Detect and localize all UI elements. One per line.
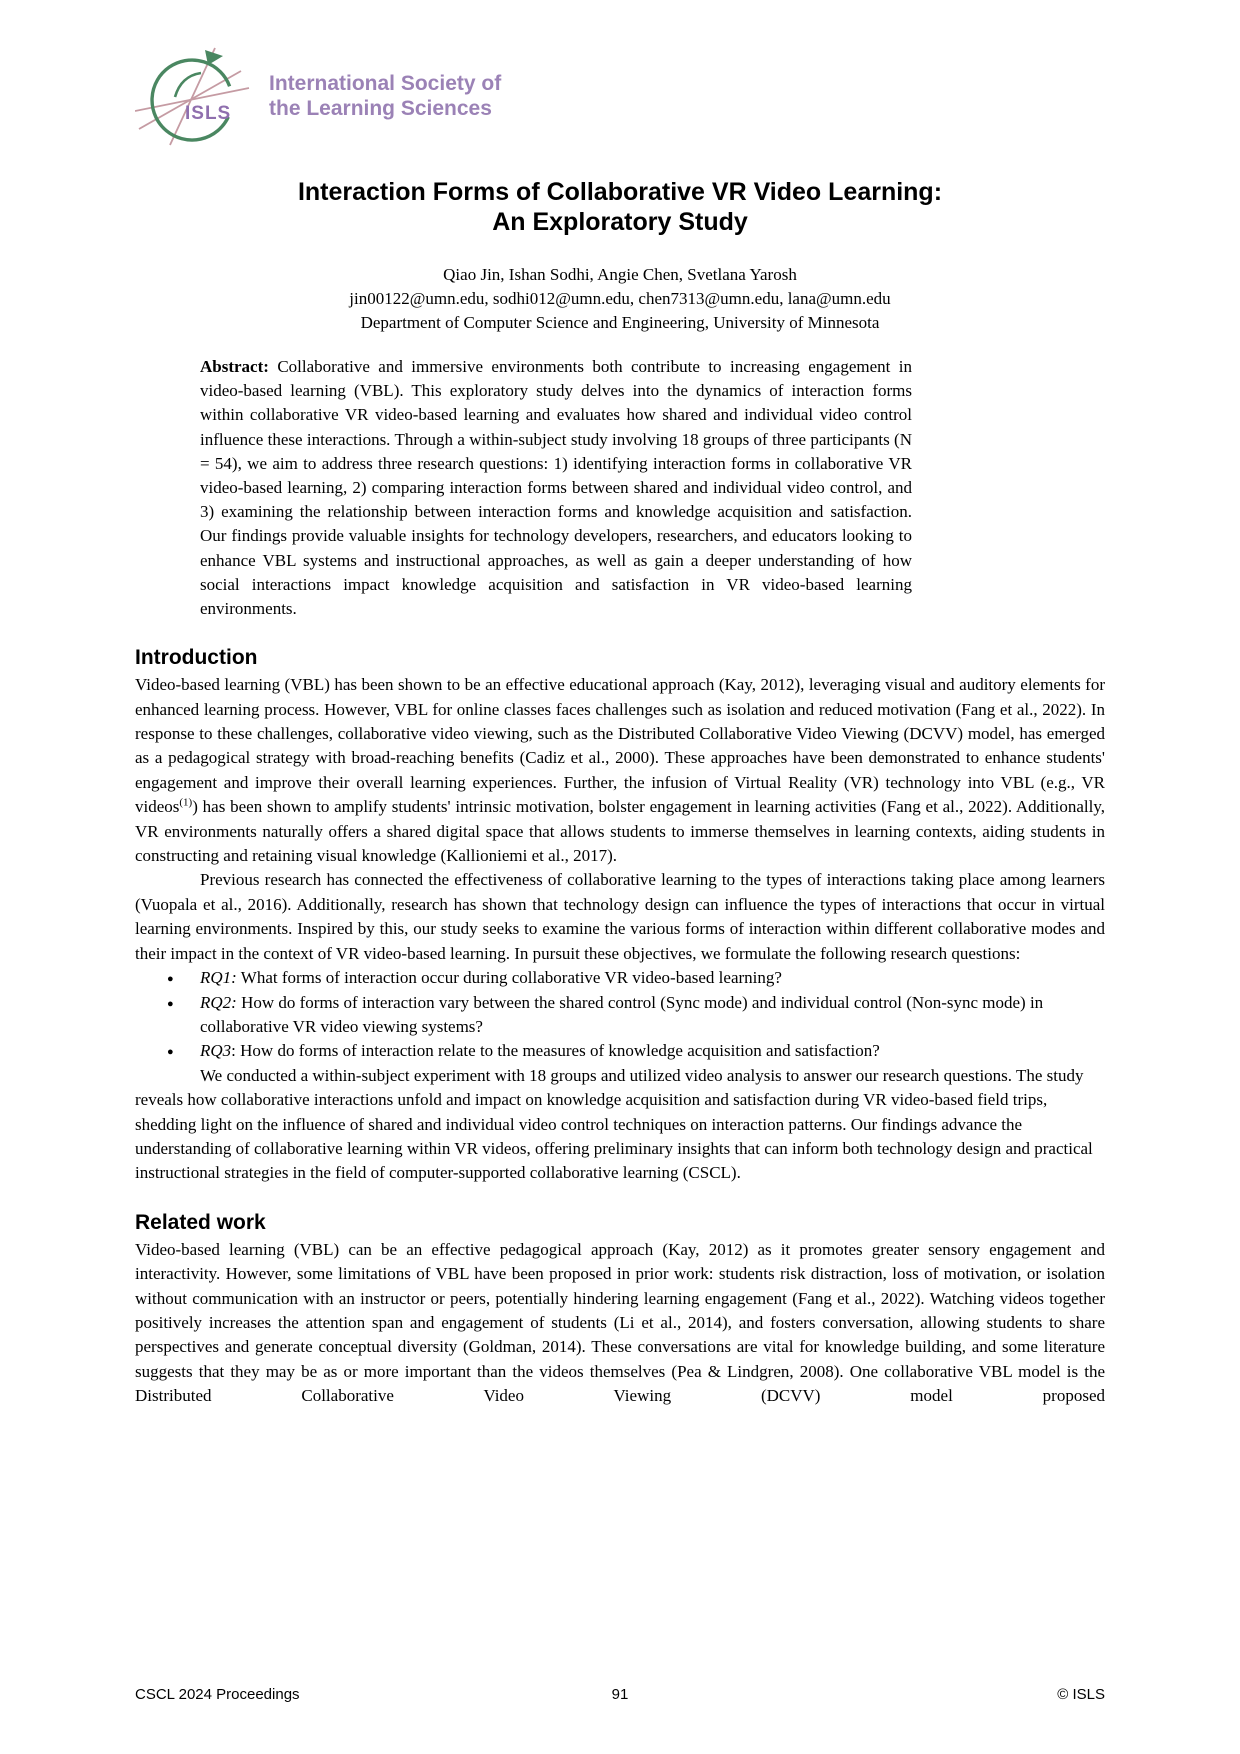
paper-title-line2: An Exploratory Study	[492, 208, 748, 236]
abstract-label: Abstract:	[200, 357, 269, 376]
research-question-item-2	[135, 991, 1105, 1040]
logo-wordmark-line2: the Learning Sciences	[269, 97, 492, 120]
related-work-paragraph-1: Video-based learning (VBL) can be an effective pedagogical approach (Kay, 2012) as it promotes greater sensory engagement and interactivity. However, some limitations of VBL have been proposed in prior work: students risk distraction, loss of motivation, or isolation without communication with an instructor or peers, potentially hindering learning engagement (Fang et al., 2022). Watching videos together positively increases the attention span and engagement of students (Li et al., 2014), and fosters conversation, allowing students to share perspectives and generate conceptual diversity (Goldman, 2014). These conversations are vital for knowledge building, and some literature suggests that they may be as or more important than the videos themselves (Pea & Lindgren, 2008). One collaborative VBL model is the Distributed Collaborative Video Viewing (DCVV) model proposed	[135, 1239, 1105, 1406]
paper-title-line1: Interaction Forms of Collaborative VR Video Learning:	[297, 178, 943, 206]
rq3-text: : How do forms of interaction relate to the measures of knowledge acquisition and satisfaction?	[231, 1041, 880, 1061]
research-question-item-3	[135, 1039, 1105, 1063]
authors-line: Qiao Jin, Ishan Sodhi, Angie Chen, Svetlana Yarosh	[443, 265, 797, 284]
isls-logo-icon	[135, 45, 255, 147]
rq2-text: How do forms of interaction vary between the shared control (Sync mode) and individual control (Non-sync mode) in collaborative VR video viewing systems?	[200, 992, 1044, 1036]
isls-logo-mark	[135, 45, 255, 147]
introduction-paragraph-1-text: Video-based learning (VBL) has been shown to be an effective educational approach (Kay, 2012), leveraging visual and auditory elements for enhanced learning process. However, VBL for online classes faces challenges such as isolation and reduced motivation (Fang et al., 2022). In response to these challenges, collaborative video viewing, such as the Distributed Collaborative Video Viewing (DCVV) model, has emerged as a pedagogical strategy with broad-reaching benefits (Cadiz et al., 2000). These approaches have been demonstrated to enhance students' engagement and improve their overall learning experiences. Further, the infusion of Virtual Reality (VR) technology into VBL (e.g., VR videos	[135, 675, 1105, 817]
paper-title	[135, 177, 1105, 237]
isls-logo-abbr: ISLS	[185, 103, 232, 124]
byline-block	[135, 263, 1105, 335]
footer-copyright: © ISLS	[1057, 1686, 1105, 1703]
introduction-paragraph-1-continued: ) has been shown to amplify students' intrinsic motivation, bolster engagement in learning activities (Fang et al., 2022). Additionally, VR environments naturally offers a shared digital space that allows students to immerse themselves in learning contexts, aiding students in constructing and retaining visual knowledge (Kallioniemi et al., 2017).	[135, 797, 1105, 866]
rq1-text: What forms of interaction occur during collaborative VR video-based learning?	[240, 968, 782, 988]
rq2-label: RQ2:	[200, 992, 237, 1012]
introduction-paragraph-3: We conducted a within-subject experiment with 18 groups and utilized video analysis to answer our research questions. The study reveals how collaborative interactions unfold and impact on knowledge acquisition and satisfaction during VR video-based field trips, shedding light on the influence of shared and individual video control techniques on interaction patterns. Our findings advance the understanding of collaborative learning within VR videos, offering preliminary insights that can inform both technology design and practical instructional strategies in the field of computer-supported collaborative learning (CSCL).	[135, 1065, 1093, 1183]
research-question-list	[135, 966, 1105, 1064]
emails-line: jin00122@umn.edu, sodhi012@umn.edu, chen7313@umn.edu, lana@umn.edu	[349, 289, 891, 308]
page-footer	[135, 1686, 1105, 1703]
rq1-label: RQ1:	[200, 968, 237, 988]
section-heading-introduction: Introduction	[135, 646, 258, 670]
section-heading-related-work: Related work	[135, 1210, 266, 1234]
rq3-label: RQ3	[200, 1041, 232, 1061]
footnote-marker: (1)	[179, 796, 193, 809]
affiliation-line: Department of Computer Science and Engineering, University of Minnesota	[360, 313, 880, 332]
abstract-text: Collaborative and immersive environments both contribute to increasing engagement in video-based learning (VBL). This exploratory study delves into the dynamics of interaction forms within collaborative VR video-based learning and evaluates how shared and individual video control influence these interactions. Through a within-subject study involving 18 groups of three participants (N = 54), we aim to address three research questions: 1) identifying interaction forms in collaborative VR video-based learning, 2) comparing interaction forms between shared and individual video control, and 3) examining the relationship between interaction forms and knowledge acquisition and satisfaction. Our findings provide valuable insights for technology developers, researchers, and educators looking to enhance VBL systems and instructional approaches, as well as gain a deeper understanding of how social interactions impact knowledge acquisition and satisfaction in VR video-based learning environments.	[200, 357, 913, 619]
introduction-paragraph-1	[135, 673, 1105, 868]
introduction-paragraph-2: Previous research has connected the effectiveness of collaborative learning to the types of interactions taking place among learners (Vuopala et al., 2016). Additionally, research has shown that technology design can influence the types of interactions that occur in virtual learning environments. Inspired by this, our study seeks to examine the various forms of interaction within different collaborative modes and their impact in the context of VR video-based learning. In pursuit these objectives, we formulate the following research questions:	[135, 870, 1105, 963]
abstract-paragraph	[200, 355, 912, 621]
logo-wordmark-line1: International Society of	[269, 72, 502, 95]
isls-logo	[135, 45, 1105, 147]
footer-proceedings: CSCL 2024 Proceedings	[135, 1686, 300, 1703]
research-question-item-1	[135, 966, 1105, 990]
footer-page-number: 91	[611, 1686, 629, 1703]
logo-wordmark	[269, 71, 501, 121]
